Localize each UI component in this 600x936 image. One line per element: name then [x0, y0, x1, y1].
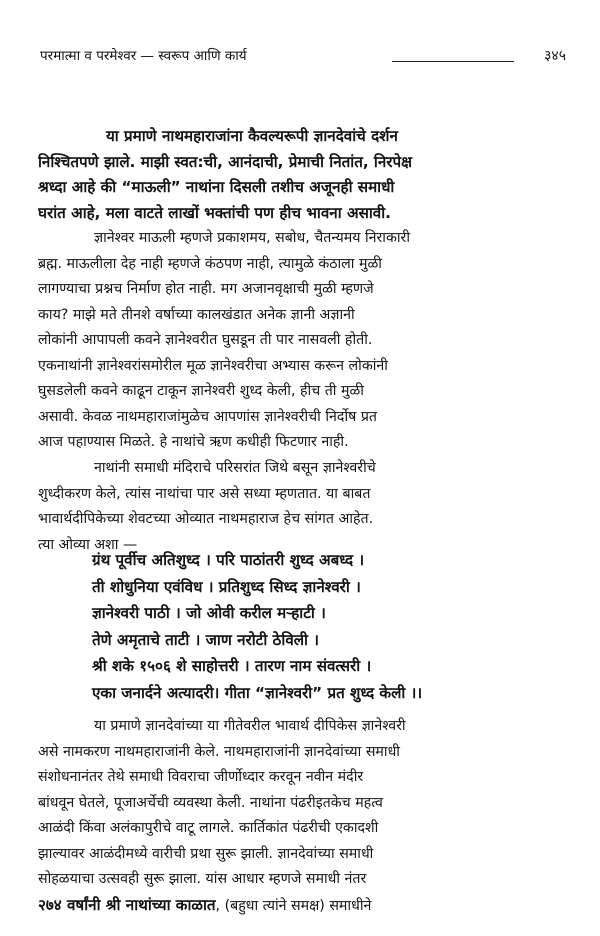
- paragraph-4: [38, 714, 572, 918]
- line-remainder: , (बहुधा त्यांने समक्ष) समाधीने: [215, 897, 372, 914]
- paragraph-line: आळंदी किंवा अलंकापुरीचे वाटू लागले. कार्तिकांत पंढरीची एकादशी: [38, 820, 379, 836]
- running-title: परमात्मा व परमेश्वर — स्वरूप आणि कार्य: [40, 48, 247, 64]
- paragraph-line: या प्रमाणे ज्ञानदेवांच्या या गीतेवरील भावार्थ दीपिकेस ज्ञानेश्वरी: [94, 718, 406, 734]
- page-header: [40, 46, 572, 70]
- paragraph-line: एकनाथांनी ज्ञानेश्वरांसमोरील मूळ ज्ञानेश्वरीचा अभ्यास करून लोकांनी: [38, 357, 388, 374]
- verse-line: ती शोधुनिया एवंविध । प्रतिशुध्द सिध्द ज्ञानेश्वरी ।: [92, 577, 361, 596]
- paragraph-2: [38, 226, 572, 456]
- verse-line: एका जनार्दने अत्यादरी। गीता “ज्ञानेश्वरी” प्रत शुध्द केली ।।: [92, 683, 423, 702]
- paragraph-line: घुसडलेली कवने काढून टाकून ज्ञानेश्वरी शुध्द केली, हीच ती मुळी: [38, 383, 364, 399]
- paragraph-line: ब्रह्म. माऊलीला देह नाही म्हणजे कंठपण नाही, त्यामुळे कंठाला मुळी: [38, 255, 382, 272]
- paragraph-line: सोहळयाचा उत्सवही सुरू झाला. यांस आधार म्हणजे समाधी नंतर: [38, 871, 367, 887]
- paragraph-line: भावार्थदीपिकेच्या शेवटच्या ओव्यात नाथमहाराज हेच सांगत आहेत.: [38, 511, 374, 527]
- paragraph-line: बांधवून घेतले, पूजाअर्चेची व्यवस्था केली. नाथांना पंढरीइतकेच महत्व: [38, 794, 383, 811]
- paragraph-line: संशोधनानंतर तेथे समाधी विवराचा जीर्णोध्दार करवून नवीन मंदीर: [38, 769, 364, 785]
- paragraph-line: काय? माझे मते तीनशे वर्षाच्या कालखंडात अनेक ज्ञानी अज्ञानी: [38, 306, 355, 323]
- paragraph-line: लागण्याचा प्रश्नच निर्माण होत नाही. मग अजानवृक्षाची मुळी म्हणजे: [38, 281, 374, 297]
- paragraph-1: [38, 124, 572, 226]
- paragraph-line: या प्रमाणे नाथमहाराजांना कैवल्यरूपी ज्ञानदेवांचे दर्शन: [106, 127, 398, 145]
- verse-line: श्री शके १५०६ शे साहोत्तरी । तारण नाम संवत्सरी ।: [92, 657, 372, 675]
- verse-block: [92, 547, 562, 706]
- paragraph-last-line: [38, 893, 572, 919]
- paragraph-line: असावी. केवळ नाथमहाराजांमुळेच आपणांस ज्ञानेश्वरीची निर्दोष प्रत: [38, 408, 377, 425]
- verse-line: ग्रंथ पूर्वीच अतिशुध्द । परि पाठांतरी शुध्द अबध्द ।: [92, 551, 365, 569]
- paragraph-line: लोकांनी आपापली कवने ज्ञानेश्वरीत घुसडून ती पार नासवली होती.: [38, 332, 373, 348]
- verse-line: ज्ञानेश्वरी पाठी । जो ओवी करील मऱ्हाटी ।: [92, 604, 326, 622]
- paragraph-line: निश्चितपणे झाले. माझी स्वत:ची, आनंदाची, प्रेमाची नितांत, निरपेक्ष: [38, 152, 413, 171]
- paragraph-3: [38, 456, 572, 558]
- verse-line: तेणे अमृताचे ताटी । जाण नरोटी ठेविली ।: [92, 630, 320, 649]
- paragraph-line: घरांत आहे, मला वाटते लाखों भक्तांची पण हीच भावना असावी.: [38, 203, 391, 222]
- paragraph-line: ज्ञानेश्वर माऊली म्हणजे प्रकाशमय, सबोध, चैतन्यमय निराकारी: [94, 230, 411, 246]
- paragraph-line: झाल्यावर आळंदीमध्ये वारीची प्रथा सुरू झाली. ज्ञानदेवांच्या समाधी: [38, 845, 374, 862]
- header-rule: [392, 61, 514, 62]
- page-number: ३४५: [544, 48, 566, 64]
- paragraph-line: आज पहाण्यास मिळते. हे नाथांचे ऋण कधीही फिटणार नाही.: [38, 434, 349, 450]
- paragraph-line: नाथांनी समाधी मंदिराचे परिसरांत जिथे बसून ज्ञानेश्वरीचे: [94, 460, 376, 476]
- paragraph-line: श्रध्दा आहे की “माऊली” नाथांना दिसली तशीच अजूनही समाधी: [38, 178, 395, 196]
- paragraph-line: शुध्दीकरण केले, त्यांस नाथांचा पार असे सध्या म्हणतात. या बाबत: [38, 485, 371, 502]
- paragraph-line: त्या ओव्या अशा —: [38, 536, 138, 553]
- bold-phrase: २७४ वर्षांनी श्री नाथांच्या काळात: [38, 895, 216, 914]
- paragraph-line: असे नामकरण नाथमहाराजांनी केले. नाथमहाराजांनी ज्ञानदेवांच्या समाधी: [38, 743, 400, 760]
